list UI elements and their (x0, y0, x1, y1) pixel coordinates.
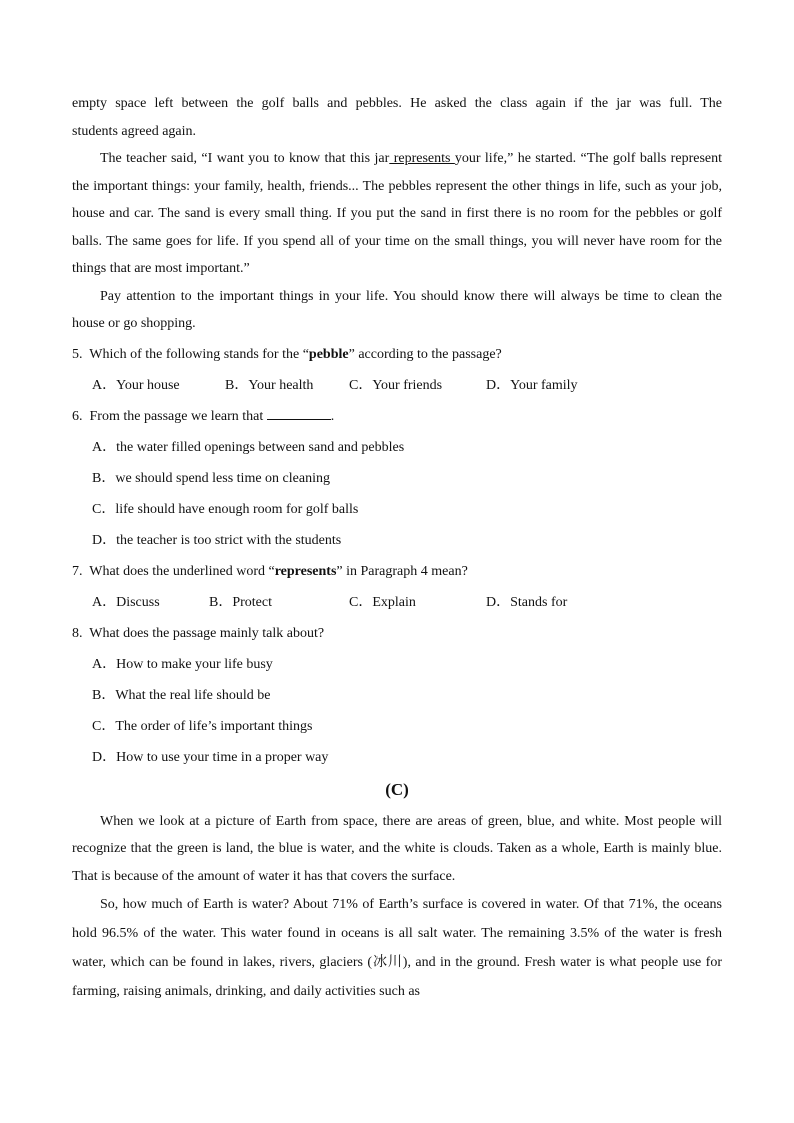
option-c[interactable]: C．Explain (349, 594, 416, 610)
passage-b-paragraph-5: Pay attention to the important things in your life. You should know there will always be time to clean the house or go shopping. (72, 288, 722, 331)
option-c[interactable]: C．The order of life’s important things (92, 718, 313, 734)
option-a[interactable]: A．Your house (92, 377, 180, 393)
question-6 (72, 401, 722, 556)
p4-pre: The teacher said, “I want you to know that this jar (100, 151, 390, 166)
section-heading-c: (C) (385, 779, 409, 799)
passage-line: empty space left between the golf balls and pebbles. He asked the class again if the jar was full. The (72, 96, 722, 111)
options-row (92, 587, 722, 618)
option-d[interactable]: D．Your family (486, 377, 578, 393)
question-stem: 7. What does the underlined word “represents” in Paragraph 4 mean? (72, 563, 468, 579)
option-d[interactable]: D．How to use your time in a proper way (92, 749, 329, 765)
passage-b-paragraph-4 (72, 145, 722, 283)
option-a[interactable]: A．Discuss (92, 594, 160, 610)
options-row (92, 370, 722, 401)
passage-c-paragraph-1: When we look at a picture of Earth from space, there are areas of green, blue, and white. Most people will recognize that the green is land, the blue is water, and the white is clouds. Taken as a whole, Earth is mainly blue. That is because of the amount of water it has that covers the surface. (72, 813, 722, 884)
bold-keyword: pebble (308, 346, 349, 362)
underlined-word-represents: represents (389, 151, 455, 166)
p4-post: your life,” he started. “The golf balls represent the important things: your family, health, friends... The pebbles represent the other things in life, such as your job, house and car. The sand is every small thing. If you put the sand in first there is no room for the pebbles or golf balls. The same goes for life. If you spend all of your time on the small things, you will never have room for the things that are most important.” (72, 151, 722, 276)
option-b[interactable]: B．What the real life should be (92, 687, 271, 703)
exam-page (72, 90, 722, 1006)
passage-c-paragraph-2: So, how much of Earth is water? About 71% of Earth’s surface is covered in water. Of that 71%, the oceans hold 96.5% of the water. This water found in oceans is all salt water. The remaining 3.5% of the water is fresh water, which can be found in lakes, rivers, glaciers (冰川), and in the ground. Fresh water is what people use for farming, raising animals, drinking, and daily activities such as (72, 897, 722, 999)
option-b[interactable]: B．we should spend less time on cleaning (92, 470, 330, 486)
answer-blank[interactable] (267, 405, 331, 420)
option-b[interactable]: B．Protect (209, 594, 272, 610)
question-5 (72, 339, 722, 401)
question-stem: 5. Which of the following stands for the “pebble” according to the passage? (72, 346, 502, 362)
question-stem: 8. What does the passage mainly talk about? (72, 625, 325, 641)
option-c[interactable]: C．life should have enough room for golf balls (92, 501, 359, 517)
question-stem: 6. From the passage we learn that . (72, 401, 722, 432)
option-c[interactable]: C．Your friends (349, 377, 443, 393)
option-a[interactable]: A．the water filled openings between sand and pebbles (92, 439, 405, 455)
bold-keyword: represents (274, 563, 337, 579)
option-a[interactable]: A．How to make your life busy (92, 656, 273, 672)
option-d[interactable]: D．the teacher is too strict with the students (92, 532, 342, 548)
option-d[interactable]: D．Stands for (486, 594, 568, 610)
question-7 (72, 556, 722, 618)
question-8 (72, 618, 722, 773)
passage-b-paragraph-3 (72, 90, 722, 145)
passage-line: students agreed again. (72, 123, 197, 139)
option-b[interactable]: B．Your health (225, 377, 314, 393)
